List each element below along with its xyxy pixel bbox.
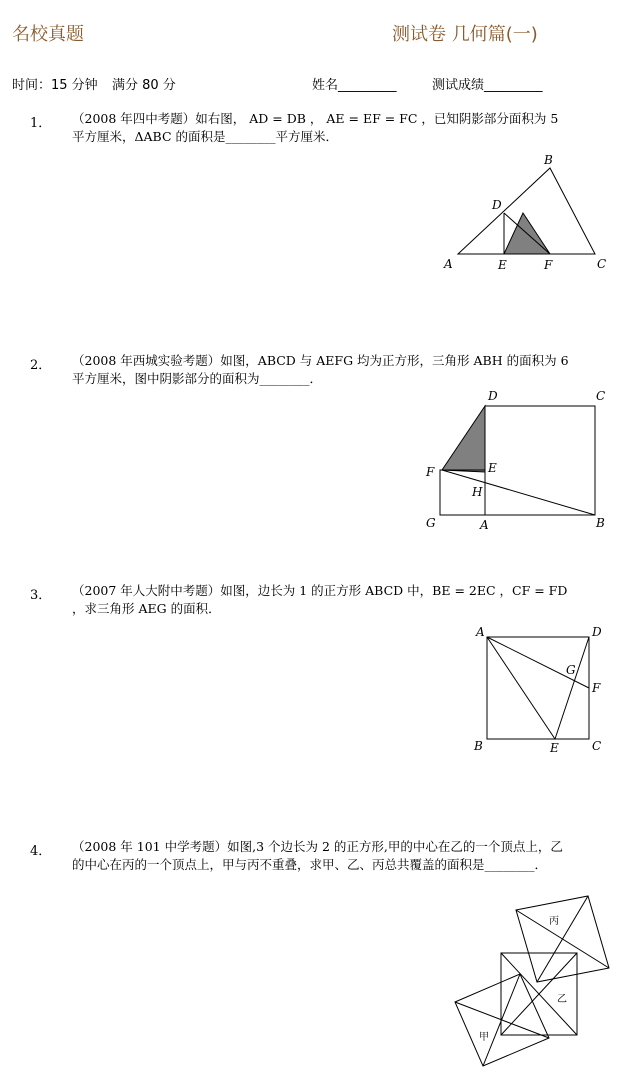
q3-label-d: D — [592, 625, 602, 639]
question-2-number: 2． — [30, 358, 52, 373]
header-right-title: 测试卷 几何篇(一) — [392, 24, 538, 45]
score-info: 满分 80 分 — [112, 78, 176, 93]
q1-label-d: D — [492, 198, 502, 212]
q4-label-bing: 丙 — [549, 916, 559, 927]
question-3-text: （2007 年人大附中考题）如图，边长为 1 的正方形 ABCD 中，BE = 2EC ，CF = FD ，求三角形 AEG 的面积． — [72, 583, 568, 616]
q3-label-g: G — [566, 663, 576, 677]
question-1-figure — [440, 150, 615, 275]
question-2-figure — [420, 386, 615, 536]
header-left-title: 名校真题 — [12, 24, 84, 45]
question-1-number: 1． — [30, 116, 52, 131]
q1-label-a: A — [444, 257, 453, 271]
q2-label-d: D — [488, 389, 498, 403]
q2-label-a: A — [480, 518, 489, 532]
q3-label-c: C — [592, 739, 602, 753]
q1-label-f: F — [544, 258, 553, 272]
q2-label-e: E — [488, 461, 497, 475]
q3-line-ae — [487, 637, 555, 739]
q2-line-fb — [442, 470, 595, 515]
question-1-text: （2008 年四中考题）如右图， AD = DB ， AE = EF = FC ，已知阴影部分面积为 5 平方厘米，ΔABC 的面积是________平方厘米． — [72, 111, 559, 144]
q2-label-c: C — [596, 389, 606, 403]
result-field: 测试成绩_________ — [432, 78, 543, 93]
q1-label-e: E — [498, 258, 507, 272]
q2-label-f: F — [426, 465, 435, 479]
time-info: 时间：15 分钟 — [12, 78, 98, 93]
q3-label-a: A — [476, 625, 485, 639]
question-4-figure — [445, 890, 615, 1080]
q2-label-h: H — [472, 485, 483, 499]
name-field: 姓名_________ — [312, 78, 397, 93]
q2-shaded-triangle — [442, 406, 485, 472]
question-3-number: 3． — [30, 588, 52, 603]
q4-label-yi: 乙 — [557, 994, 567, 1005]
q2-label-g: G — [426, 516, 436, 530]
q1-label-b: B — [544, 153, 553, 167]
question-4-text: （2008 年 101 中学考题）如图,3 个边长为 2 的正方形,甲的中心在乙的一个顶点上，乙的中心在丙的一个顶点上，甲与丙不重叠，求甲、乙、丙总共覆盖的面积是________． — [72, 839, 563, 872]
q3-square-abcd — [487, 637, 589, 739]
question-2-text: （2008 年西城实验考题）如图，ABCD 与 AEFG 均为正方形，三角形 ABH 的面积为 6 平方厘米，图中阴影部分的面积为________． — [72, 353, 569, 386]
q3-line-ed — [555, 637, 589, 739]
question-3-figure — [470, 622, 615, 758]
q2-label-b: B — [596, 516, 605, 530]
q1-label-c: C — [597, 257, 607, 271]
q3-label-f: F — [592, 681, 601, 695]
question-4-number: 4． — [30, 844, 52, 859]
q4-label-jia: 甲 — [479, 1032, 489, 1043]
q3-label-e: E — [550, 741, 559, 755]
q3-label-b: B — [474, 739, 483, 753]
